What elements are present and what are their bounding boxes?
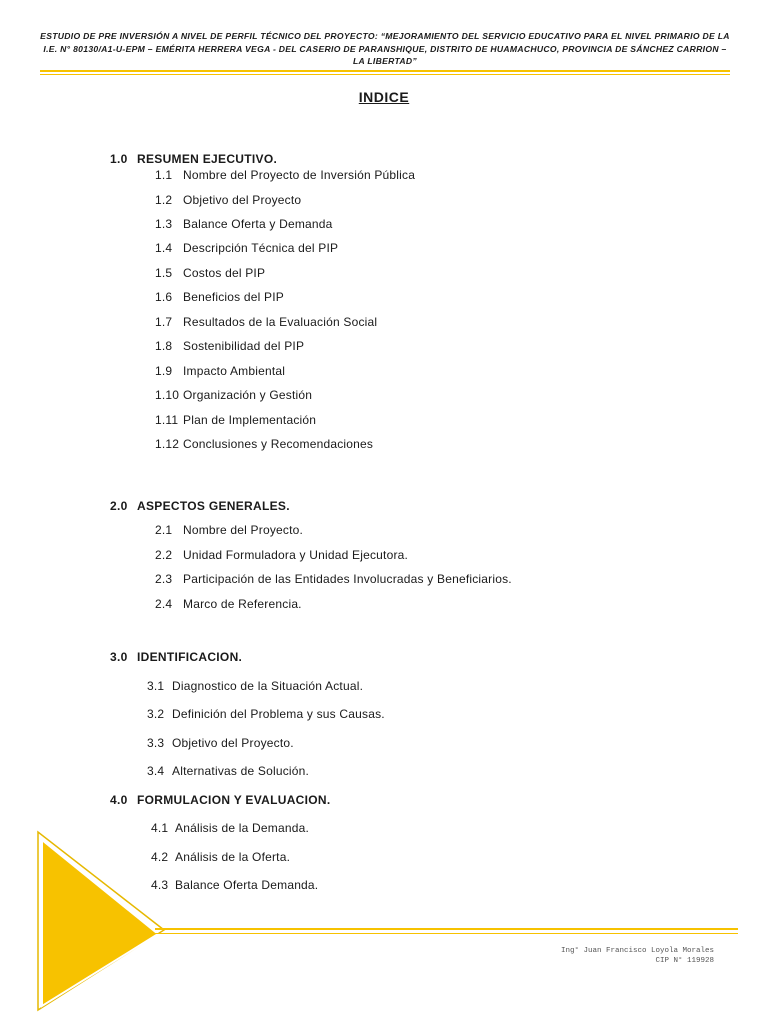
header-rule-thin bbox=[40, 74, 730, 75]
toc-item bbox=[151, 850, 290, 864]
toc-item-label: Alternativas de Solución. bbox=[172, 764, 310, 778]
toc-item-number: 4.2 bbox=[151, 850, 169, 864]
section-number: 2.0 bbox=[110, 499, 128, 513]
toc-item-number: 1.9 bbox=[155, 364, 173, 378]
section-label: FORMULACION Y EVALUACION. bbox=[137, 793, 331, 807]
page-title: INDICE bbox=[358, 89, 410, 105]
section-number: 1.0 bbox=[110, 152, 128, 166]
toc-item-number: 4.1 bbox=[151, 821, 169, 835]
footer-cip: CIP N° 119928 bbox=[655, 957, 714, 965]
toc-item-label: Diagnostico de la Situación Actual. bbox=[172, 679, 364, 693]
toc-item-number: 1.4 bbox=[155, 241, 173, 255]
toc-item-number: 1.1 bbox=[155, 168, 173, 182]
section-title bbox=[110, 152, 277, 166]
toc-item bbox=[155, 523, 303, 537]
section-number: 3.0 bbox=[110, 650, 128, 664]
footer-rule-thin bbox=[155, 933, 738, 934]
toc-item bbox=[155, 290, 284, 304]
toc-item-number: 2.4 bbox=[155, 597, 173, 611]
toc-item bbox=[155, 241, 338, 255]
section-title bbox=[110, 499, 290, 513]
toc-item-number: 3.2 bbox=[147, 707, 165, 721]
toc-item-label: Plan de Implementación bbox=[183, 413, 317, 427]
section-label: IDENTIFICACION. bbox=[137, 650, 243, 664]
toc-item bbox=[151, 878, 318, 892]
toc-item-number: 1.10 bbox=[155, 388, 180, 402]
toc-item-number: 3.4 bbox=[147, 764, 165, 778]
toc-item-number: 1.5 bbox=[155, 266, 173, 280]
toc-item-number: 1.12 bbox=[155, 437, 180, 451]
decorative-triangle bbox=[36, 830, 166, 1012]
footer bbox=[561, 946, 714, 966]
toc-item-label: Nombre del Proyecto de Inversión Pública bbox=[183, 168, 416, 182]
toc-item-label: Marco de Referencia. bbox=[183, 597, 302, 611]
section-number: 4.0 bbox=[110, 793, 128, 807]
toc-item-label: Impacto Ambiental bbox=[183, 364, 286, 378]
toc-item-label: Resultados de la Evaluación Social bbox=[183, 315, 378, 329]
toc-item bbox=[151, 821, 309, 835]
toc-item-number: 1.6 bbox=[155, 290, 173, 304]
toc-item-label: Objetivo del Proyecto bbox=[183, 193, 302, 207]
toc-item-label: Conclusiones y Recomendaciones bbox=[183, 437, 374, 451]
section-label: ASPECTOS GENERALES. bbox=[137, 499, 290, 513]
toc-item-label: Análisis de la Oferta. bbox=[175, 850, 291, 864]
toc-item bbox=[155, 217, 333, 231]
footer-rule bbox=[155, 928, 738, 930]
toc-item bbox=[155, 168, 415, 182]
toc-item bbox=[147, 736, 294, 750]
toc-item-number: 3.1 bbox=[147, 679, 165, 693]
toc-item-number: 1.8 bbox=[155, 339, 173, 353]
toc-item bbox=[147, 679, 363, 693]
toc-item-label: Objetivo del Proyecto. bbox=[172, 736, 294, 750]
toc-item-label: Participación de las Entidades Involucradas y Beneficiarios. bbox=[183, 572, 512, 586]
toc-item-label: Balance Oferta Demanda. bbox=[175, 878, 319, 892]
toc-item-label: Costos del PIP bbox=[183, 266, 266, 280]
toc-item-label: Sostenibilidad del PIP bbox=[183, 339, 305, 353]
toc-item-label: Organización y Gestión bbox=[183, 388, 313, 402]
section-label: RESUMEN EJECUTIVO. bbox=[137, 152, 278, 166]
toc-item-number: 4.3 bbox=[151, 878, 169, 892]
toc-item-number: 1.3 bbox=[155, 217, 173, 231]
toc-item bbox=[155, 364, 285, 378]
toc-item-label: Balance Oferta y Demanda bbox=[183, 217, 333, 231]
toc-item-number: 2.3 bbox=[155, 572, 173, 586]
section-title bbox=[110, 650, 242, 664]
section-title bbox=[110, 793, 331, 807]
toc-item bbox=[155, 597, 302, 611]
toc-item-label: Descripción Técnica del PIP bbox=[183, 241, 339, 255]
toc-item-label: Beneficios del PIP bbox=[183, 290, 284, 304]
toc-item-label: Análisis de la Demanda. bbox=[175, 821, 310, 835]
toc-item bbox=[155, 572, 512, 586]
toc-item-number: 1.2 bbox=[155, 193, 173, 207]
toc-item bbox=[155, 437, 373, 451]
toc-item-number: 2.1 bbox=[155, 523, 173, 537]
toc-item bbox=[155, 388, 312, 402]
toc-item-number: 3.3 bbox=[147, 736, 165, 750]
toc-item-label: Definición del Problema y sus Causas. bbox=[172, 707, 385, 721]
toc-item bbox=[155, 339, 304, 353]
toc-item bbox=[147, 707, 385, 721]
toc-item-number: 1.11 bbox=[155, 413, 179, 427]
toc-item bbox=[155, 193, 301, 207]
toc-item bbox=[147, 764, 309, 778]
header-rule bbox=[40, 70, 730, 72]
toc-item bbox=[155, 266, 265, 280]
toc-item bbox=[155, 413, 316, 427]
toc-item-number: 1.7 bbox=[155, 315, 173, 329]
toc-item bbox=[155, 548, 408, 562]
header-text: ESTUDIO DE PRE INVERSIÓN A NIVEL DE PERFIL TÉCNICO DEL PROYECTO: “MEJORAMIENTO DEL SERVICIO EDUCATIVO PARA EL NIVEL PRIMARIO DE LA I.E. N° 80130/A1-U-EPM – EMÉRITA HERRERA VEGA - DEL CASERIO DE PARANSHIQUE, DISTRITO DE HUAMACHUCO, PROVINCIA DE SÁNCHEZ CARRION – LA LIBERTAD” bbox=[40, 31, 730, 66]
toc-item-label: Unidad Formuladora y Unidad Ejecutora. bbox=[183, 548, 409, 562]
toc-item bbox=[155, 315, 377, 329]
toc-item-label: Nombre del Proyecto. bbox=[183, 523, 304, 537]
toc-item-number: 2.2 bbox=[155, 548, 173, 562]
footer-author: Ing° Juan Francisco Loyola Morales bbox=[560, 947, 714, 955]
